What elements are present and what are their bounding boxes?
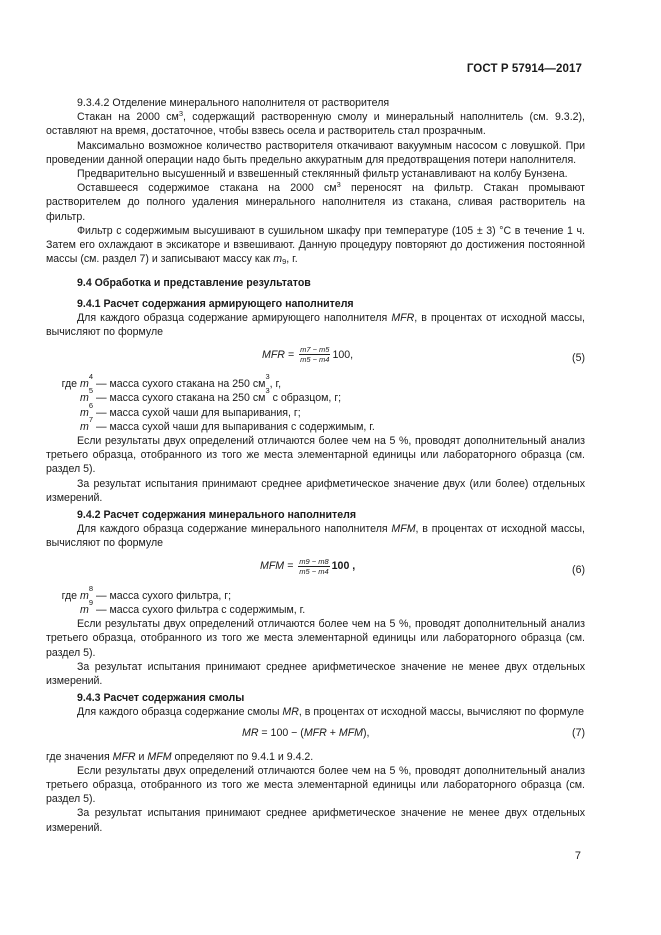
paragraph-transfer	[46, 181, 585, 224]
formula-fraction	[299, 345, 330, 364]
variable: MR	[282, 706, 299, 719]
superscript: 3	[178, 109, 184, 119]
variable: m	[273, 253, 283, 266]
subsection-title-9342: 9.3.4.2 Отделение минерального наполнителя от растворителя	[77, 97, 390, 109]
text-fragment: и	[135, 750, 148, 763]
formula-text: ),	[363, 726, 370, 739]
paragraph-where-values	[46, 750, 585, 764]
formula-7-expression	[242, 726, 369, 740]
formula-number: (6)	[572, 563, 585, 576]
definition-text: — масса сухой чаши для выпаривания с содержимым, г.	[93, 420, 375, 433]
formula-number: (5)	[572, 352, 585, 365]
definition-text: — масса сухого стакана на 250 см	[93, 392, 266, 405]
superscript: 3	[336, 180, 341, 190]
formula-7	[46, 726, 585, 744]
formula-fraction	[298, 557, 329, 576]
formula-rhs: 100,	[332, 348, 354, 361]
definition-prefix	[46, 603, 80, 617]
variable: MFM	[147, 750, 172, 763]
text-fragment: определяют по 9.4.1 и 9.4.2.	[171, 750, 314, 763]
definition-row	[46, 372, 585, 391]
document-body	[46, 96, 585, 835]
subscript: 4	[88, 372, 93, 382]
formula-number: (7)	[572, 726, 585, 739]
definition-text: — масса сухой чаши для выпаривания, г;	[93, 406, 301, 419]
section-heading-941: 9.4.1 Расчет содержания армирующего наполнителя	[77, 297, 354, 310]
subscript: 8	[88, 583, 93, 593]
definitions-list-2	[46, 583, 585, 617]
definition-tail: с образцом, г;	[269, 392, 342, 405]
definition-row	[46, 386, 585, 405]
text-fragment: где значения	[46, 750, 113, 763]
subscript: 9	[88, 597, 93, 607]
text-fragment: Для каждого образца содержание минерального наполнителя	[77, 523, 392, 536]
document-standard-id: ГОСТ Р 57914—2017	[466, 63, 582, 75]
variable: MFR	[391, 311, 415, 324]
definition-variable: m	[80, 420, 89, 433]
paragraph-vacuum-pump: Максимально возможное количество растворителя откачивают вакуумным насосом с ловушкой. При проведении данной операции надо быть предельно аккуратным для предотвращения потери наполнителя.	[46, 139, 585, 166]
superscript: 3	[265, 372, 270, 382]
definitions-list-1	[46, 372, 585, 434]
page-number: 7	[574, 850, 581, 862]
fraction-denominator: m5 − m4	[299, 566, 329, 576]
text-fragment: , в процентах от исходной массы, вычисляют по формуле	[46, 523, 585, 550]
formula-text: +	[326, 726, 339, 739]
definition-row	[46, 414, 585, 434]
text-fragment: Для каждого образца содержание смолы	[77, 706, 283, 719]
subscript: 9	[282, 257, 287, 267]
text-fragment: Фильтр с содержимым высушивают в сушильном шкафу при температуре (105 ± 3) °С в течение 1 ч. Затем его охлаждают в эксикаторе и взвешивают. Данную процедуру повторяют до достижения постоянной массы (см. раздел 7) и записывают массу как	[46, 224, 585, 266]
definition-text: — масса сухого фильтра, г;	[93, 589, 232, 602]
definition-variable: m	[80, 603, 89, 616]
paragraph-result-mean-1: За результат испытания принимают среднее арифметическое значение двух (или более) отдельных измерений.	[46, 477, 585, 504]
subscript: 7	[88, 414, 93, 424]
formula-lhs: MR	[242, 726, 259, 739]
formula-text: = 100 − (	[258, 726, 304, 739]
section-heading-943: 9.4.3 Расчет содержания смолы	[77, 692, 245, 705]
formula-6	[46, 557, 585, 583]
definition-prefix	[46, 391, 80, 405]
definition-row	[46, 400, 585, 420]
paragraph-filter-setup: Предварительно высушенный и взвешенный стеклянный фильтр устанавливают на колбу Бунзена.	[77, 168, 568, 181]
paragraph-drying	[46, 224, 585, 267]
formula-6-expression	[260, 557, 355, 576]
paragraph-repeat-analysis-3: Если результаты двух определений отличаются более чем на 5 %, проводят дополнительный анализ третьего образца, отобранного из того же места элементарной единицы или лабораторного образца (см. раздел 5).	[46, 764, 585, 806]
text-fragment: переносят на фильтр. Стакан промывают растворителем до полного удаления минерального наполнителя из стакана, сливая растворитель на фильтр.	[46, 182, 585, 223]
superscript: 3	[265, 386, 270, 396]
paragraph-mr-intro	[46, 705, 585, 719]
text-fragment: , содержащий растворенную смолу и минеральный наполнитель (см. 9.3.2), оставляют на время, достаточное, чтобы взвесь осела и растворитель стал прозрачным.	[46, 111, 585, 138]
formula-5-expression	[262, 345, 353, 364]
subscript: 6	[88, 400, 93, 410]
definition-row	[46, 583, 585, 603]
fraction-numerator: m9 − m8	[299, 556, 329, 566]
paragraph-repeat-analysis-2: Если результаты двух определений отличаются более чем на 5 %, проводят дополнительный анализ третьего образца, отобранного из того же места элементарной единицы или лабораторного образца (см. раздел 5).	[46, 618, 585, 659]
text-fragment: Стакан на 2000 см	[77, 111, 179, 124]
text-fragment: Для каждого образца содержание армирующего наполнителя	[77, 311, 392, 324]
text-fragment: , в процентах от исходной массы, вычисляют по формуле	[46, 311, 585, 339]
definition-row	[46, 597, 585, 617]
definition-text: — масса сухого фильтра с содержимым, г.	[93, 603, 306, 616]
definition-text: — масса сухого стакана на 250 см	[93, 378, 266, 391]
variable: MFM	[391, 523, 416, 536]
definition-prefix	[46, 406, 80, 420]
paragraph-result-mean-2: За результат испытания принимают среднее арифметическое значение не менее двух отдельных измерений.	[46, 660, 585, 687]
formula-variable: MFR	[303, 726, 327, 739]
text-fragment: , г.	[286, 253, 298, 266]
paragraph-mfr-intro	[46, 311, 585, 339]
definition-variable: m	[80, 589, 89, 602]
section-heading-94: 9.4 Обработка и представление результатов	[77, 277, 311, 290]
definition-variable: m	[80, 406, 89, 419]
paragraph-repeat-analysis-1: Если результаты двух определений отличаются более чем на 5 %, проводят дополнительный анализ третьего образца, отобранного из того же места элементарной единицы или лабораторного образца (см. раздел 5).	[46, 435, 585, 476]
definition-prefix: где	[61, 589, 80, 602]
fraction-denominator: m5 − m4	[300, 355, 330, 365]
definition-prefix: где	[61, 378, 80, 391]
paragraph-beaker-settle	[46, 110, 585, 138]
section-heading-942: 9.4.2 Расчет содержания минерального наполнителя	[77, 509, 357, 522]
definition-prefix	[46, 420, 80, 434]
text-fragment: Оставшееся содержимое стакана на 2000 см	[77, 182, 337, 195]
text-fragment: , в процентах от исходной массы, вычисляют по формуле	[298, 706, 584, 719]
paragraph-mfm-intro	[46, 522, 585, 550]
formula-lhs: MFM =	[260, 560, 294, 573]
formula-variable: MFM	[338, 726, 363, 739]
formula-lhs: MFR =	[262, 348, 295, 361]
definition-variable: m	[80, 378, 89, 391]
paragraph-result-mean-3: За результат испытания принимают среднее арифметическое значение не менее двух отдельных измерений.	[46, 807, 585, 834]
fraction-numerator: m7 − m5	[300, 345, 330, 355]
definition-tail: , г,	[269, 378, 282, 391]
formula-rhs: 100 ,	[331, 560, 356, 573]
formula-5	[46, 345, 585, 371]
variable: MFR	[112, 750, 136, 763]
definition-variable: m	[80, 392, 89, 405]
subscript: 5	[88, 386, 93, 396]
